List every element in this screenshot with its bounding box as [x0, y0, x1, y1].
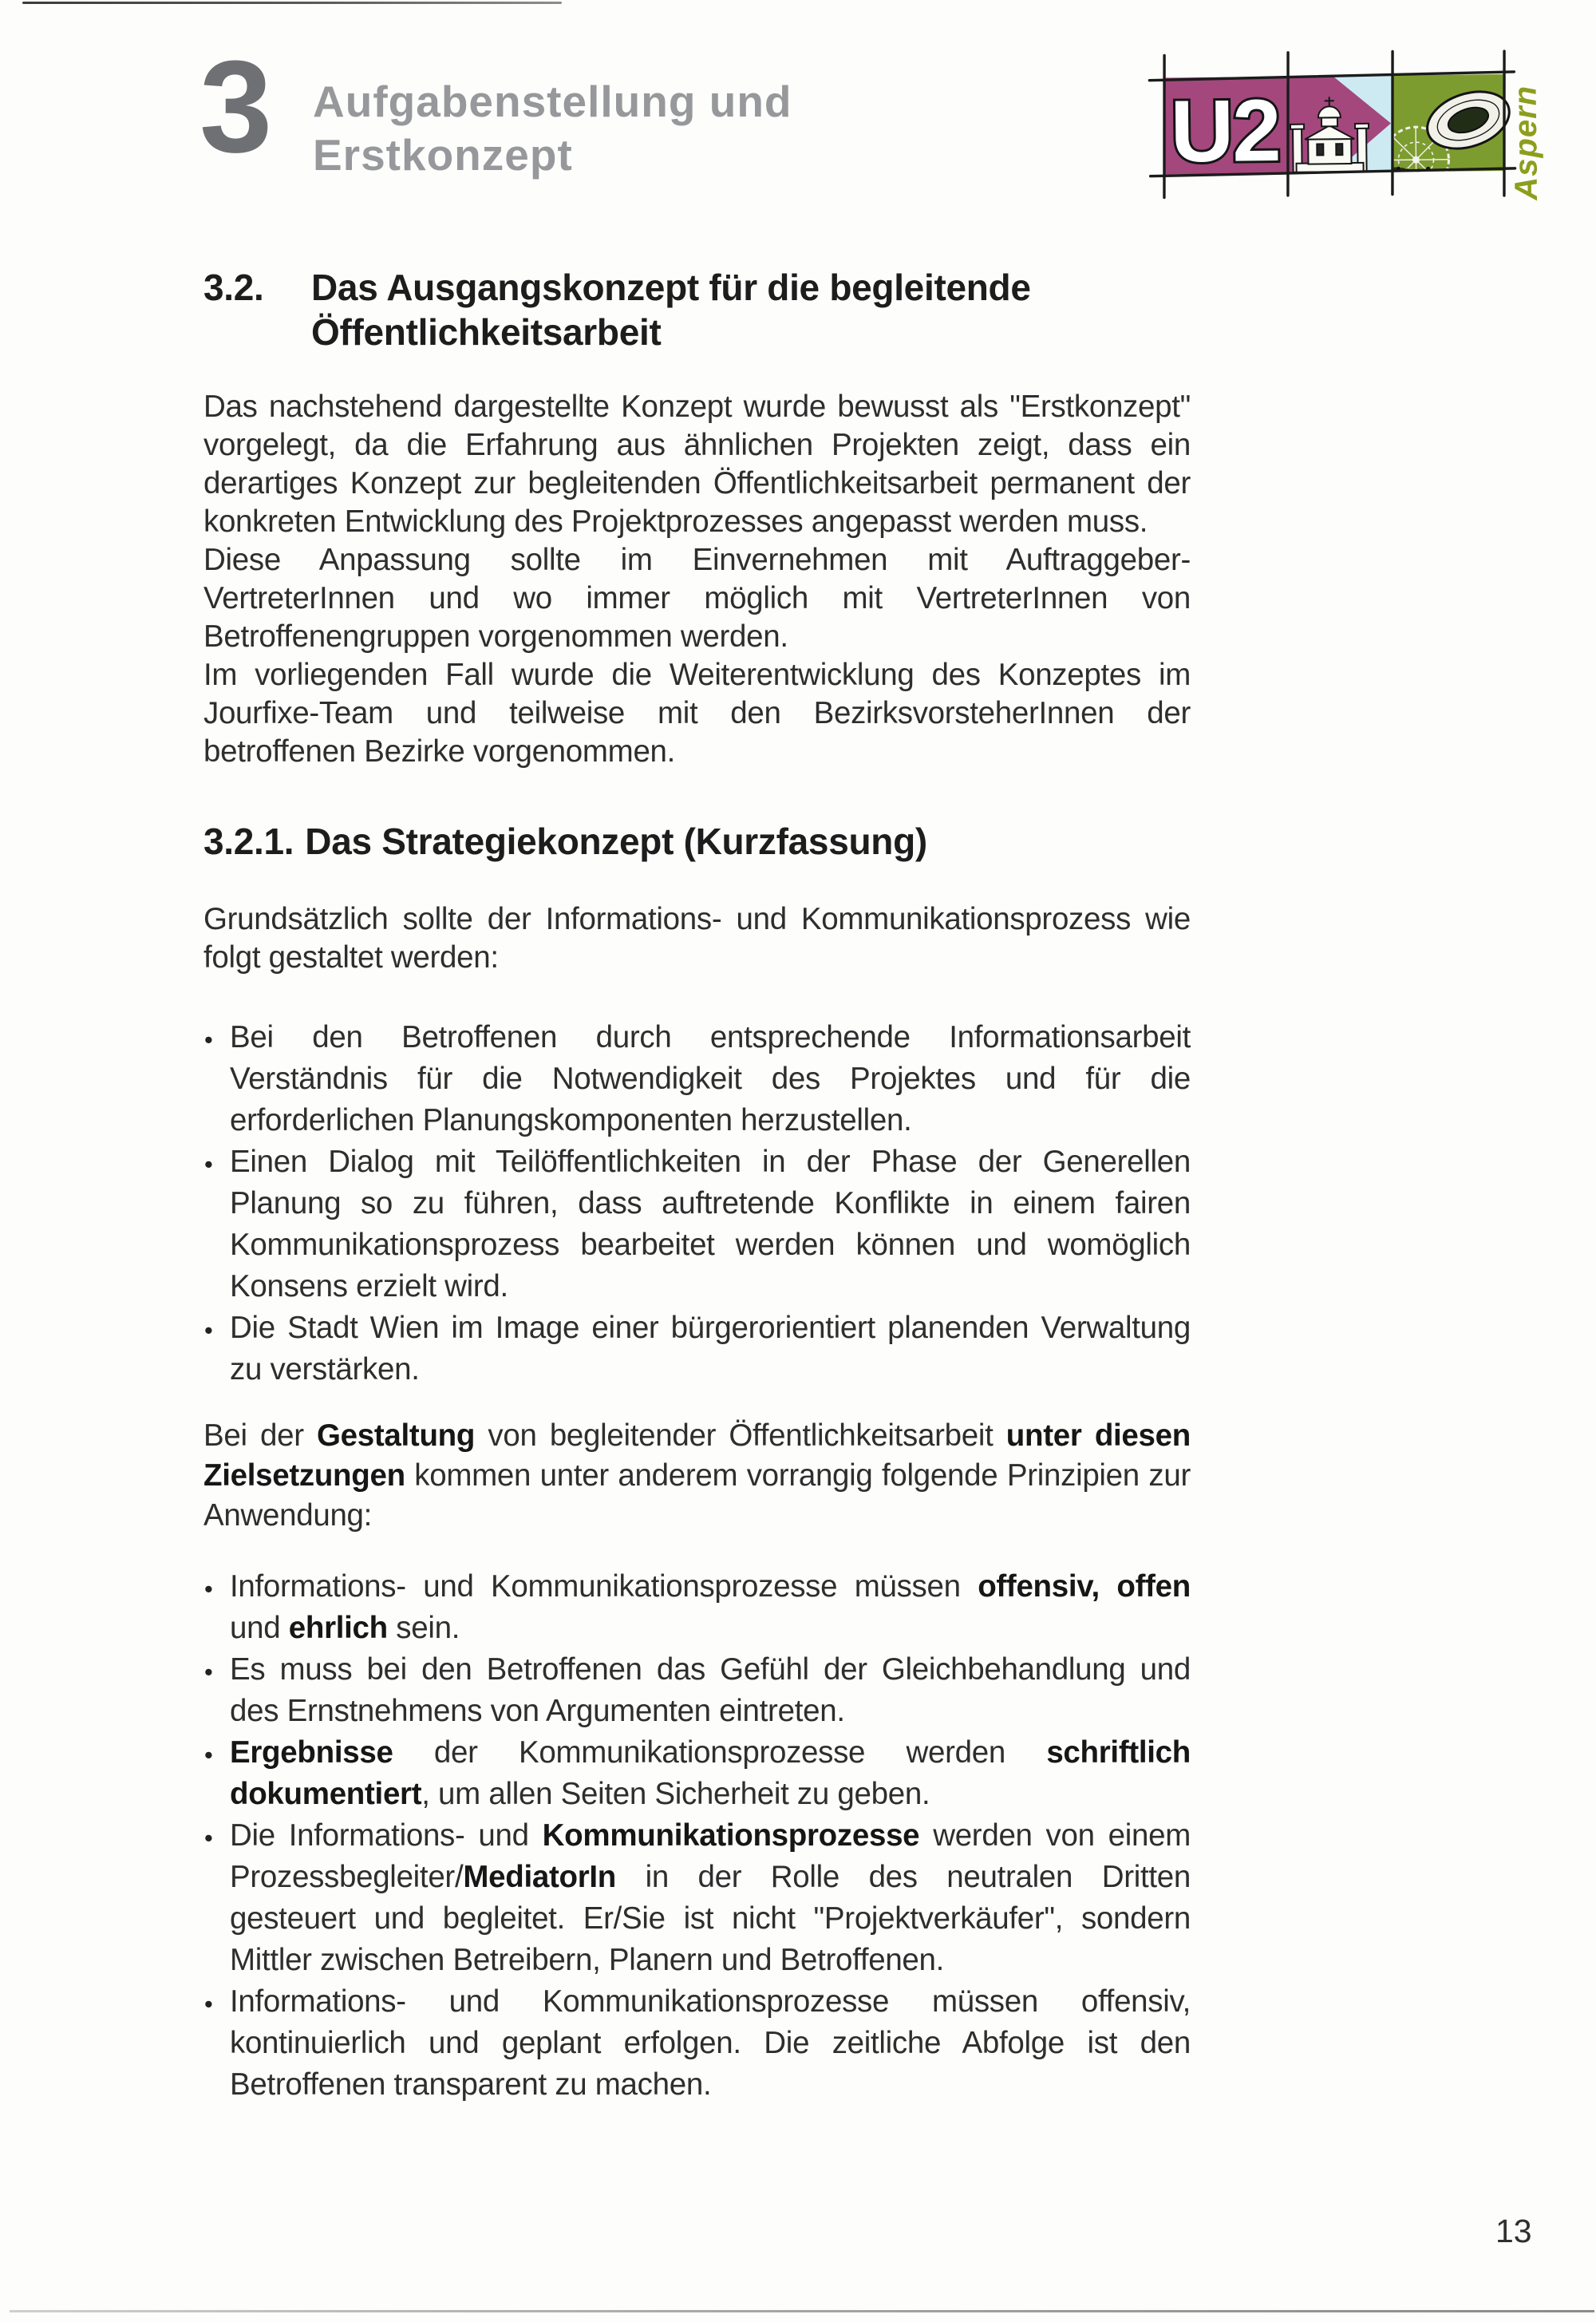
list-item: • Es muss bei den Betroffenen das Gefühl der Gleichbehandlung und des Ernstnehmens von Argumenten eintreten.: [203, 1649, 1191, 1732]
intro-paragraphs: [203, 388, 1191, 771]
principles-bullet-list: [203, 1566, 1191, 2106]
page-number: 13: [1495, 2213, 1532, 2249]
scan-artifact-top-line: [22, 2, 562, 4]
chapter-title-line1: Aufgabenstellung und: [313, 77, 792, 126]
list-item: • Einen Dialog mit Teilöffentlichkeiten in der Phase der Generellen Planung so zu führen, dass auftretende Konflikte in einem fairen Kommunikationsprozess bearbeitet werden können und womöglich Konsens erzielt wird.: [203, 1141, 1191, 1307]
u2-aspern-logo: [1145, 36, 1562, 212]
subsection-title: Das Strategiekonzept (Kurzfassung): [305, 821, 927, 862]
scan-artifact-bottom-line: [10, 2310, 1594, 2312]
chapter-title-line2: Erstkonzept: [313, 130, 573, 180]
goals-bullet-list: [203, 1017, 1191, 1390]
section-heading-3-2: [203, 265, 1193, 354]
list-item: • Die Stadt Wien im Image einer bürgerorientiert planenden Verwaltung zu verstärken.: [203, 1307, 1191, 1390]
chapter-title: [313, 75, 792, 182]
section-title: [311, 265, 1031, 354]
section-title-line2: Öffentlichkeitsarbeit: [311, 311, 662, 353]
list-item: • Die Informations- und Kommunikationsprozesse werden von einem Prozessbegleiter/MediatorIn in der Rolle des neutralen Dritten gesteuert und begleitet. Er/Sie ist nicht "Projektverkäufer", sondern Mittler zwischen Betreibern, Planern und Betroffenen.: [203, 1815, 1191, 1981]
paragraph: Das nachstehend dargestellte Konzept wurde bewusst als "Erstkonzept" vorgelegt, da die Erfahrung aus ähnlichen Projekten zeigt, dass ein derartiges Konzept zur begleitenden Öffentlichkeitsarbeit permanent der konkreten Entwicklung des Projektprozesses angepasst werden muss.: [203, 390, 1191, 539]
paragraph: Bei der Gestaltung von begleitender Öffentlichkeitsarbeit unter diesen Zielsetzungen kommen unter anderem vorrangig folgende Prinzipien zur Anwendung:: [203, 1418, 1191, 1533]
section-heading-3-2-1: [203, 819, 1193, 864]
list-item: • Ergebnisse der Kommunikationsprozesse werden schriftlich dokumentiert, um allen Seiten Sicherheit zu geben.: [203, 1732, 1191, 1815]
goals-intro-paragraph: [203, 900, 1191, 977]
subsection-number: 3.2.1.: [203, 821, 294, 862]
section-title-line1: Das Ausgangskonzept für die begleitende: [311, 267, 1031, 308]
paragraph: Grundsätzlich sollte der Informations- und Kommunikationsprozess wie folgt gestaltet werden:: [203, 902, 1191, 975]
paragraph: Diese Anpassung sollte im Einvernehmen mit Auftraggeber-VertreterInnen und wo immer möglich mit VertreterInnen von Betroffenengruppen vorgenommen werden.: [203, 543, 1191, 654]
list-item: • Bei den Betroffenen durch entsprechende Informationsarbeit Verständnis für die Notwendigkeit des Projektes und für die erforderlichen Planungskomponenten herzustellen.: [203, 1017, 1191, 1141]
logo-aspern-label: Aspern: [1507, 85, 1545, 200]
principles-intro-paragraph: [203, 1416, 1191, 1536]
list-item: • Informations- und Kommunikationsprozesse müssen offensiv, kontinuierlich und geplant erfolgen. Die zeitliche Abfolge ist den Betroffenen transparent zu machen.: [203, 1981, 1191, 2106]
section-number: 3.2.: [203, 267, 264, 308]
logo-u2-label: U2: [1170, 81, 1281, 181]
list-item: • Informations- und Kommunikationsprozesse müssen offensiv, offen und ehrlich sein.: [203, 1566, 1191, 1649]
chapter-number: 3: [200, 34, 270, 180]
paragraph: Im vorliegenden Fall wurde die Weiterentwicklung des Konzeptes im Jourfixe-Team und teilweise mit den BezirksvorsteherInnen der betroffenen Bezirke vorgenommen.: [203, 658, 1191, 769]
